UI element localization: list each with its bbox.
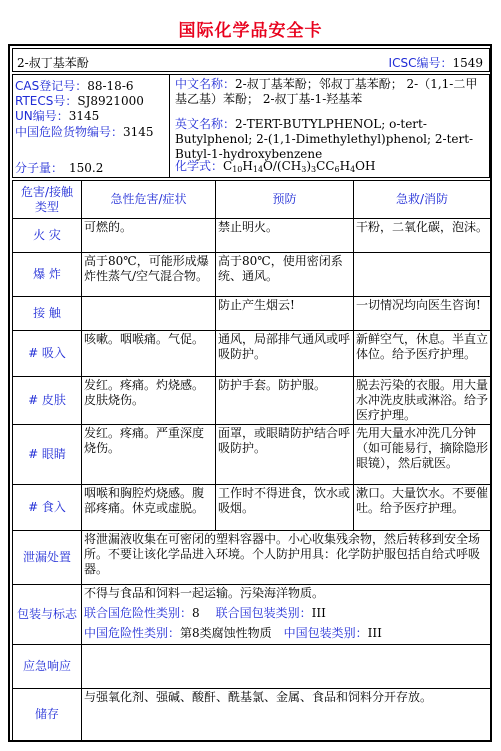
table-row: 火 灾 可燃的。 禁止明火。 干粉，二氧化碳，泡沫。 bbox=[13, 219, 491, 253]
chemical-names bbox=[171, 75, 489, 177]
packaging-text: 不得与食品和饲料一起运输。污染海洋物质。 联合国危险性类别：8 联合国包装类别：III 中国危险性类别：第8类腐蚀性物质 中国包装类别：III bbox=[82, 585, 491, 645]
name-row bbox=[12, 48, 490, 72]
hazard-table bbox=[12, 180, 491, 741]
table-row: # 食入 咽喉和胸腔灼烧感。腹部疼痛。休克或虚脱。 工作时不得进食，饮水或吸烟。 漱口。大量饮水。不要催吐。给予医疗护理。 bbox=[13, 485, 491, 531]
identification-block bbox=[12, 74, 490, 178]
spill-label: 泄漏处置 bbox=[13, 531, 82, 585]
table-header-row bbox=[13, 181, 491, 219]
english-name: 英文名称：2-TERT-BUTYLPHENOL; o-tert-Butylphenol; 2-(1,1-Dimethylethyl)phenol; 2-tert-Butyl-1-hydroxybenzene bbox=[175, 117, 474, 161]
header-symptoms: 急性危害/症状 bbox=[82, 181, 216, 219]
table-row: # 眼睛 发红。疼痛。严重深度烧伤。 面罩，或眼睛防护结合呼吸防护。 先用大量水冲洗几分钟（如可能易行，摘除隐形眼镜），然后就医。 bbox=[13, 425, 491, 485]
cas-number: CAS登记号：88-18-6 bbox=[15, 79, 134, 93]
card-title: 国际化学品安全卡 bbox=[178, 21, 323, 41]
header-type: 危害/接触类型 bbox=[13, 181, 82, 219]
spill-text: 将泄漏液收集在可密闭的塑料容器中。小心收集残余物，然后转移到安全场所。不要让该化学品进入环境。个人防护用具：化学防护服包括自给式呼吸器。 bbox=[82, 531, 491, 585]
molecular-weight: 分子量： 150.2 bbox=[15, 161, 104, 175]
chinese-name: 中文名称：2-叔丁基苯酚；邻叔丁基苯酚； 2-（1,1-二甲基乙基）苯酚； 2-叔丁基-1-羟基苯 bbox=[175, 77, 478, 106]
storage-text: 与强氧化剂、强碱、酸酐、酰基氯、金属、食品和饲料分开存放。 bbox=[82, 689, 491, 741]
rtecs-number: RTECS号：SJ8921000 bbox=[15, 94, 144, 108]
table-row: # 皮肤 发红。疼痛。灼烧感。皮肤烧伤。 防护手套。防护服。 脱去污染的衣服。用大量水冲洗皮肤或淋浴。给予医疗护理。 bbox=[13, 377, 491, 425]
emergency-label: 应急响应 bbox=[13, 645, 82, 689]
identifiers bbox=[13, 75, 170, 177]
table-row: 爆 炸 高于80℃，可能形成爆炸性蒸气/空气混合物。 高于80℃，使用密闭系统、通风。 bbox=[13, 253, 491, 297]
icsc-number bbox=[389, 54, 483, 71]
icsc-label: ICSC编号： bbox=[388, 56, 453, 70]
emergency-text bbox=[82, 645, 491, 689]
emergency-row bbox=[13, 645, 491, 689]
safety-card bbox=[8, 44, 492, 742]
storage-row bbox=[13, 689, 491, 741]
chemical-formula: 化学式：$C_{10}H_{14}O/(CH_3)_3CC_6H_4OH$ bbox=[175, 159, 376, 174]
header-prevention: 预防 bbox=[216, 181, 354, 219]
cn-hazard-number: 中国危险货物编号：3145 bbox=[15, 125, 154, 139]
icsc-value: 1549 bbox=[452, 56, 483, 70]
packaging-row bbox=[13, 585, 491, 645]
table-row: # 吸入 咳嗽。咽喉痛。气促。 通风，局部排气通风或呼吸防护。 新鲜空气，休息。半直立体位。给予医疗护理。 bbox=[13, 331, 491, 377]
storage-label: 储存 bbox=[13, 689, 82, 741]
spill-row bbox=[13, 531, 491, 585]
table-row: 接 触 防止产生烟云! 一切情况均向医生咨询! bbox=[13, 297, 491, 331]
un-number: UN编号：3145 bbox=[15, 109, 100, 123]
chemical-name: 2-叔丁基苯酚 bbox=[17, 56, 89, 70]
formula: $C_{10}H_{14}O/(CH_3)_3CC_6H_4OH$ bbox=[223, 159, 376, 174]
header-first-aid: 急救/消防 bbox=[354, 181, 491, 219]
packaging-label: 包装与标志 bbox=[13, 585, 82, 645]
